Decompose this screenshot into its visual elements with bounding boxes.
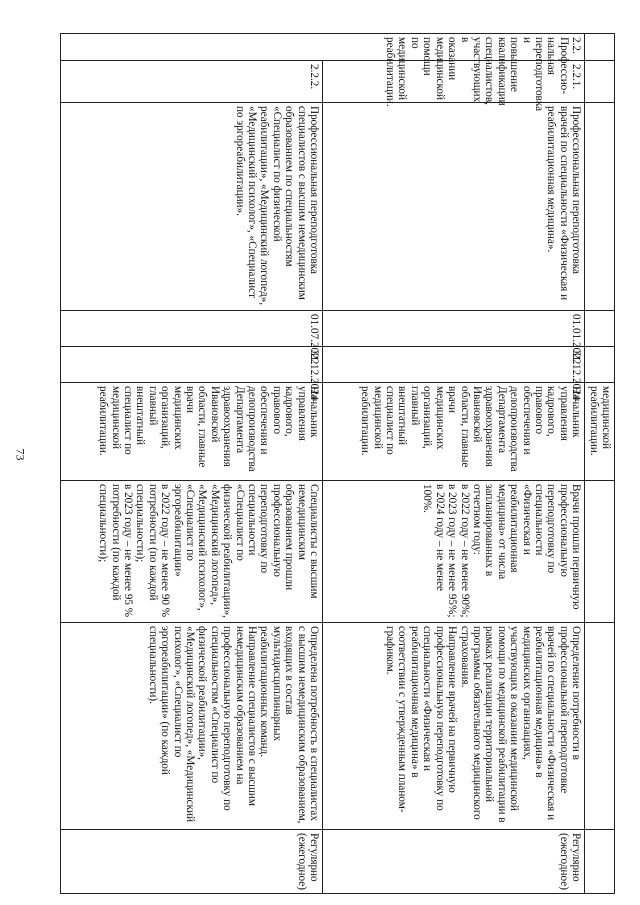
group-number: 2.2. [570,37,583,54]
rotated-table-page [60,33,615,893]
indicator-cell: Специалисты с высшим немедицинским образованием прошли профессиональную переподготовку по специальности «Специалист по физической реабилитации», «Медицинский логопед», «Медицинский психолог», «Специалист по эргореабилитации» в 2022 году – не менее 90 % потребности (по каждой специальности); в 2023 году – не менее 95 % потребности (по каждой специальности); [61,481,323,623]
continuation-row [585,34,615,894]
group-title: Профессио-нальная переподготовка и повышение квалификации специалистов, участвующих в оказании медицинской помощи по медицинской реабилитации. [384,37,570,112]
start-date: 01.07.2022 [61,311,323,347]
indicator-cell: Врачи прошли первичную профессиональную переподготовку по специальности «Физическая и реабилитационная медицина» от числа запланированных в отчетном году: в 2022 году – не менее 90%; в 2023 году – не менее 95%; в 2024 году – не менее 100%. [323,481,585,623]
activity-cell: Профессиональная переподготовка врачей по специальности «Физическая и реабилитационная медицина». [323,103,585,311]
row-number: 2.2.2. [61,61,323,103]
table-row [61,34,323,894]
row-number: 2.2.1. [323,61,585,103]
continuation-text: медицинской реабилитации. [585,383,615,481]
plan-table [60,33,615,894]
end-date: 31.12.2024 [61,347,323,383]
result-cell: Определена потребность в специалистах с высшим немедицинским образованием, входящих в состав мультидисциплинарных реабилитационных команд. Направление специалистов с высшим немедицинским образованием на профессиональную переподготовку по специальностям «Специалист по физической реабилитации», «Медицинский логопед», «Медицинский психолог», «Специалист по эргореабилитации» (по каждой специальности). [61,623,323,830]
end-date: 31.12.2024 [323,347,585,383]
activity-cell: Профессиональная переподготовка специалистов с высшим немедицинским образованием по специальностям «Специалист по физической реабилитации», «Медицинский логопед», «Медицинский психолог», «Специалист по эргореабилитации». [61,103,323,311]
frequency-cell: Регулярно (ежегодное) [323,830,585,894]
page-number: 73 [13,448,28,461]
result-cell: Определение потребности в профессиональной переподготовке врачей по специальности «Физическая и реабилитационная медицина» в медицинских организациях, участвующих в оказании медицинской помощи по медицинской реабилитации в рамках реализации территориальной программы обязательного медицинского страхования. Направление врачей на первичную профессиональную переподготовку по специальности «Физическая и реабилитационная медицина» в соответствии с утвержденным планом-графиком. [323,623,585,830]
start-date: 01.01.2022 [323,311,585,347]
responsible-cell: Начальник управления кадрового, правового обеспечения и делопроизводства Департамента здравоохранения Ивановской области, главные врачи медицинских организаций, главный внештатный специалист по медицинской реабилитации. [61,383,323,481]
frequency-cell: Регулярно (ежегодное) [61,830,323,894]
responsible-cell: Начальник управления кадрового, правового обеспечения и делопроизводства Департамента здравоохранения Ивановской области, главные врачи медицинских организаций, главный внештатный специалист по медицинской реабилитации. [323,383,585,481]
table-row [323,34,585,894]
